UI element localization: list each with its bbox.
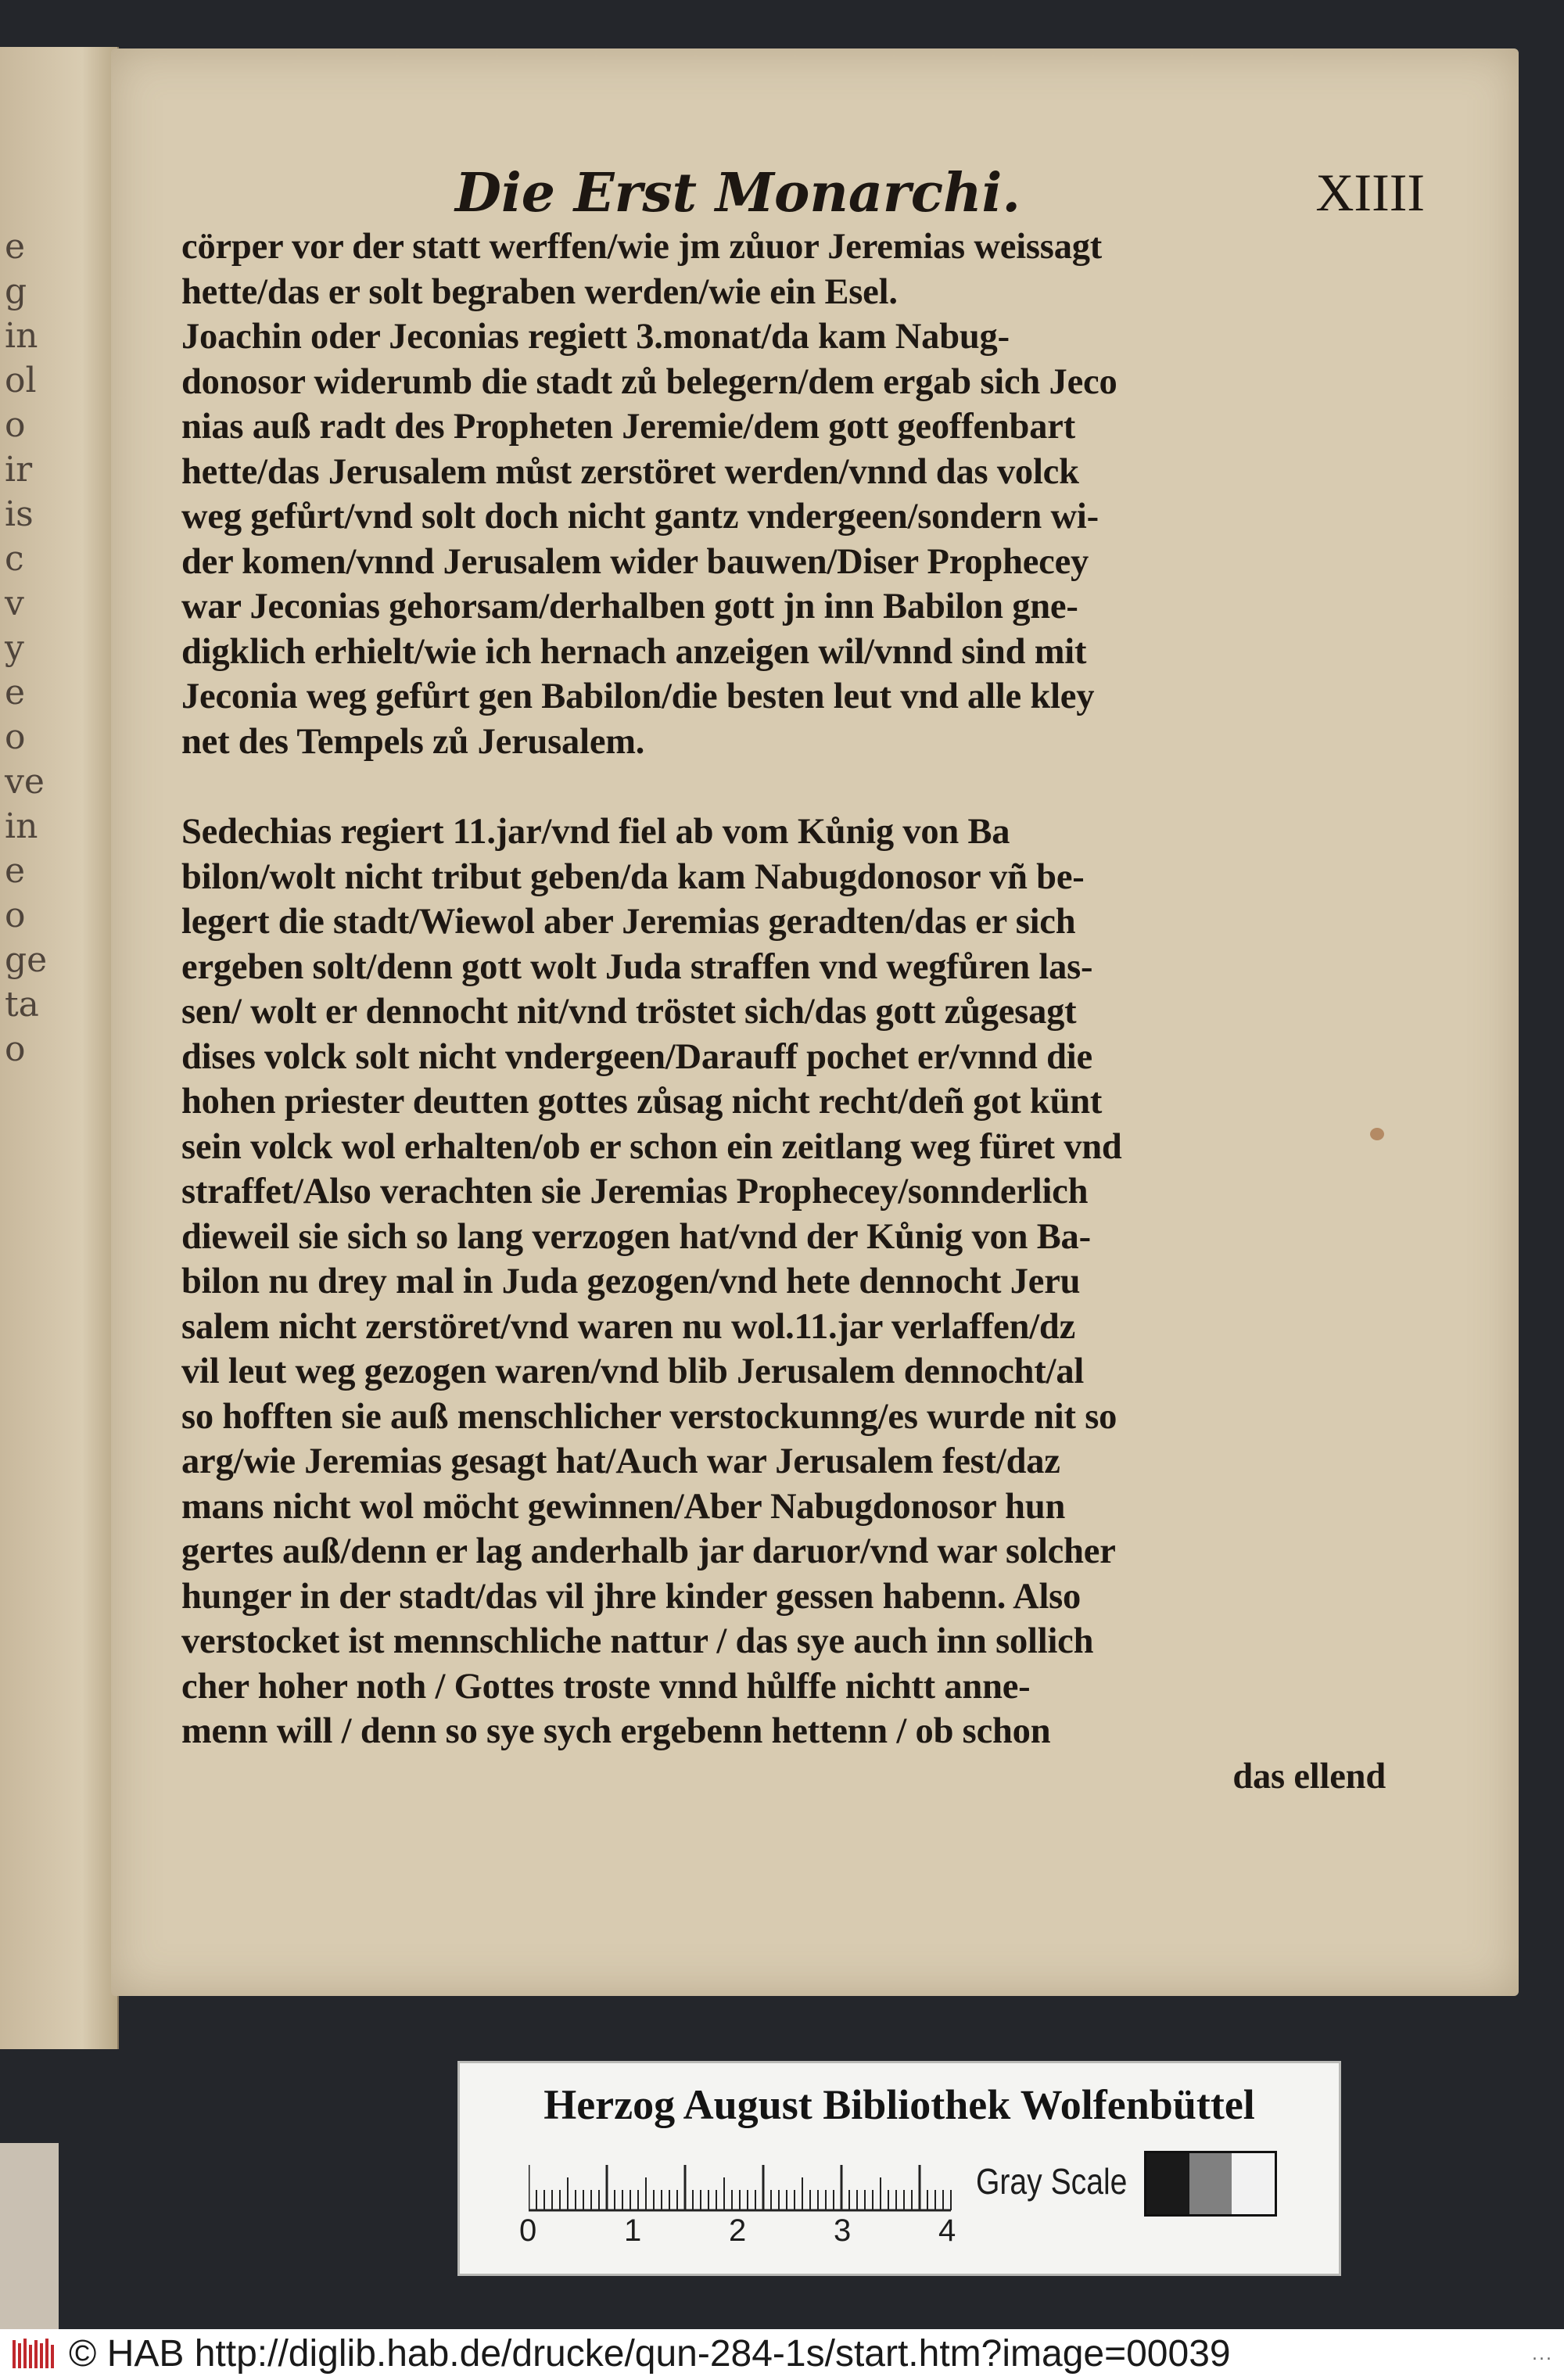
text-line: digklich erhielt/wie ich hernach anzeigen wil/vnnd sind mit — [181, 631, 1087, 672]
left-page-fragment: o — [5, 405, 26, 445]
text-block — [181, 224, 1386, 1799]
text-line: cörper vor der statt werffen/wie jm zůuor Jeremias weissagt — [181, 227, 1103, 267]
left-page-fragment: g — [5, 271, 27, 311]
left-page-fragment: ve — [5, 762, 45, 802]
book-page — [111, 48, 1519, 1996]
text-line: ergeben solt/denn gott wolt Juda straffen vnd wegfůren las- — [181, 946, 1093, 987]
grayscale-label: Gray Scale — [976, 2161, 1128, 2202]
left-page-fragment: o — [5, 896, 26, 935]
library-color-card — [457, 2061, 1341, 2276]
left-page-fragment: in — [5, 806, 38, 846]
text-line: Jeconia weg gefůrt gen Babilon/die besten leut vnd alle kley — [181, 677, 1095, 716]
text-line: sen/ wolt er dennocht nit/vnd tröstet sich/das gott zůgesagt — [181, 992, 1077, 1032]
text-line: mans nicht wol möcht gewinnen/Aber Nabugdonosor hun — [181, 1486, 1066, 1527]
left-page-fragment: y — [5, 628, 24, 668]
text-line: Joachin oder Jeconias regiett 3.monat/da kam Nabug- — [181, 317, 1010, 357]
text-line: so hofften sie auß menschlicher verstockunng/es wurde nit so — [181, 1396, 1117, 1437]
text-line: bilon nu drey mal in Juda gezogen/vnd hete dennocht Jeru — [181, 1262, 1081, 1301]
left-page-edge — [0, 47, 119, 2049]
text-line: bilon/wolt nicht tribut geben/da kam Nabugdonosor vñ be- — [181, 856, 1085, 897]
left-page-fragment: c — [5, 539, 24, 579]
text-line: Sedechias regiert 11.jar/vnd fiel ab vom Kůnig von Ba — [181, 812, 1010, 852]
text-line: gertes auß/denn er lag anderhalb jar daruor/vnd war solcher — [181, 1531, 1116, 1571]
gray-swatch — [1146, 2153, 1189, 2214]
text-line: vil leut weg gezogen waren/vnd blib Jerusalem dennocht/al — [181, 1352, 1085, 1391]
folio-number: XIIII — [1315, 163, 1425, 222]
left-page-fragment: e — [5, 673, 26, 713]
text-line: verstocket ist mennschliche nattur / das sye auch inn sollich — [181, 1621, 1094, 1661]
gray-swatches — [1144, 2151, 1277, 2217]
scale-number: 4 — [938, 2213, 956, 2248]
text-line: hette/das Jerusalem můst zerstöret werden/vnnd das volck — [181, 451, 1079, 492]
left-page-fragment: o — [5, 1029, 26, 1069]
gray-swatch — [1189, 2153, 1232, 2214]
text-line: cher hoher noth / Gottes troste vnnd hůlffe nichtt anne- — [181, 1666, 1031, 1707]
left-page-fragment: ge — [5, 940, 48, 980]
scale-number: 1 — [624, 2213, 642, 2248]
text-line: weg gefůrt/vnd solt doch nicht gantz vndergeen/sondern wi- — [181, 497, 1099, 537]
left-page-fragment: in — [5, 316, 38, 356]
paper-stain — [1370, 1128, 1384, 1140]
text-line: donosor widerumb die stadt zů belegern/dem ergab sich Jeco — [181, 361, 1117, 402]
text-line: legert die stadt/Wiewol aber Jeremias geradten/das er sich — [181, 902, 1076, 942]
running-head: Die Erst Monarchi. — [455, 162, 1021, 224]
left-page-fragment: ir — [5, 450, 33, 490]
left-page-fragment: ol — [5, 361, 37, 400]
more-options-icon[interactable]: ... — [1532, 2345, 1553, 2364]
text-line: war Jeconias gehorsam/derhalben gott jn inn Babilon gne- — [181, 587, 1078, 626]
text-line: arg/wie Jeremias gesagt hat/Auch war Jerusalem fest/daz — [181, 1441, 1060, 1481]
left-page-fragment: e — [5, 227, 26, 267]
text-line: hunger in der stadt/das vil jhre kinder gessen habenn. Also — [181, 1576, 1082, 1617]
gray-swatch — [1232, 2153, 1275, 2214]
text-line: dises volck solt nicht vndergeen/Darauff pochet er/vnnd die — [181, 1036, 1092, 1077]
left-page-fragment: v — [5, 583, 24, 623]
footer-bar — [0, 2329, 1564, 2380]
text-line: hette/das er solt begraben werden/wie ein Esel. — [181, 271, 898, 312]
left-page-fragment: e — [5, 851, 26, 891]
scale-number: 2 — [729, 2213, 747, 2248]
scale-ruler — [529, 2165, 967, 2212]
scale-number: 0 — [519, 2213, 537, 2248]
text-line: menn will / denn so sye sych ergebenn hettenn / ob schon — [181, 1711, 1051, 1751]
library-name: Herzog August Bibliothek Wolfenbüttel — [543, 2081, 1255, 2128]
footer-url-text[interactable]: © HAB http://diglib.hab.de/drucke/qun-284-1s/start.htm?image=00039 — [69, 2333, 1231, 2375]
left-page-strip — [0, 2143, 59, 2339]
text-line: das ellend — [1232, 1756, 1386, 1797]
left-page-fragment: is — [5, 494, 34, 534]
left-page-fragment: ta — [5, 985, 39, 1025]
paragraph-gap — [181, 764, 1386, 809]
scale-number: 3 — [834, 2213, 852, 2248]
text-line: hohen priester deutten gottes zůsag nicht recht/deñ got künt — [181, 1082, 1103, 1122]
text-line: sein volck wol erhalten/ob er schon ein zeitlang weg füret vnd — [181, 1126, 1122, 1167]
text-line: straffet/Also verachten sie Jeremias Prophecey/sonnderlich — [181, 1172, 1089, 1212]
left-page-fragment: o — [5, 717, 26, 757]
hab-logo-icon[interactable] — [11, 2337, 59, 2371]
text-line: der komen/vnnd Jerusalem wider bauwen/Diser Prophecey — [181, 541, 1089, 582]
text-line: nias auß radt des Propheten Jeremie/dem gott geoffenbart — [181, 407, 1075, 447]
text-line: salem nicht zerstöret/vnd waren nu wol.11.jar verlaffen/dz — [181, 1306, 1076, 1347]
text-line: dieweil sie sich so lang verzogen hat/vnd der Kůnig von Ba- — [181, 1216, 1091, 1257]
text-line: net des Tempels zů Jerusalem. — [181, 721, 645, 762]
